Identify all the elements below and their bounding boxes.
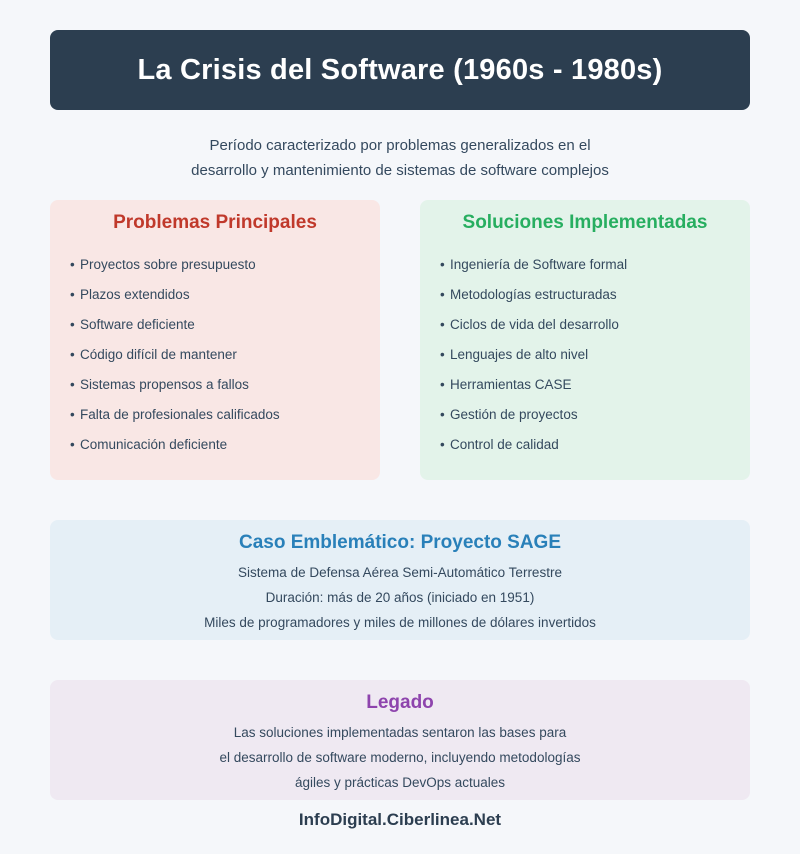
- list-item-label: Control de calidad: [450, 437, 559, 452]
- bullet-icon: •: [70, 437, 75, 452]
- list-item: [70, 344, 280, 374]
- list-item-label: Herramientas CASE: [450, 377, 572, 392]
- solutions-card: [420, 200, 750, 480]
- bullet-icon: •: [70, 317, 75, 332]
- legacy-line: Las soluciones implementadas sentaron las bases para: [233, 725, 567, 740]
- list-item: [440, 404, 627, 434]
- case-study-line: Duración: más de 20 años (iniciado en 1951): [265, 590, 535, 605]
- list-item: [440, 434, 627, 464]
- list-item-label: Plazos extendidos: [80, 287, 190, 302]
- case-study-card: [50, 520, 750, 640]
- problems-card: [50, 200, 380, 480]
- bullet-icon: •: [70, 377, 75, 392]
- case-study-body: [50, 560, 750, 635]
- intro-line: Período caracterizado por problemas generalizados en el: [209, 137, 591, 154]
- case-study-line: Miles de programadores y miles de millones de dólares invertidos: [204, 615, 596, 630]
- list-item-label: Ciclos de vida del desarrollo: [450, 317, 619, 332]
- list-item-label: Sistemas propensos a fallos: [80, 377, 249, 392]
- list-item-label: Comunicación deficiente: [80, 437, 228, 452]
- list-item-label: Gestión de proyectos: [450, 407, 578, 422]
- solutions-list: [440, 254, 627, 464]
- list-item: [440, 344, 627, 374]
- bullet-icon: •: [70, 407, 75, 422]
- intro-line: desarrollo y mantenimiento de sistemas de software complejos: [191, 162, 609, 179]
- list-item: [440, 374, 627, 404]
- list-item: [70, 254, 280, 284]
- case-study-line: Sistema de Defensa Aérea Semi-Automático Terrestre: [238, 565, 562, 580]
- footer-credit: InfoDigital.Ciberlinea.Net: [298, 810, 502, 829]
- bullet-icon: •: [440, 317, 445, 332]
- bullet-icon: •: [70, 257, 75, 272]
- bullet-icon: •: [70, 287, 75, 302]
- list-item: [70, 284, 280, 314]
- list-item-label: Lenguajes de alto nivel: [450, 347, 589, 362]
- list-item: [70, 434, 280, 464]
- list-item-label: Proyectos sobre presupuesto: [80, 257, 256, 272]
- bullet-icon: •: [440, 347, 445, 362]
- bullet-icon: •: [70, 347, 75, 362]
- bullet-icon: •: [440, 257, 445, 272]
- list-item: [440, 314, 627, 344]
- legacy-line: ágiles y prácticas DevOps actuales: [294, 775, 506, 790]
- case-study-title: Caso Emblemático: Proyecto SAGE: [238, 532, 562, 553]
- list-item: [70, 374, 280, 404]
- bullet-icon: •: [440, 437, 445, 452]
- list-item: [70, 314, 280, 344]
- legacy-title: Legado: [366, 692, 434, 713]
- intro-text: [50, 133, 750, 183]
- list-item-label: Falta de profesionales calificados: [80, 407, 280, 422]
- title-banner: [50, 30, 750, 110]
- page-title: La Crisis del Software (1960s - 1980s): [137, 53, 663, 86]
- list-item: [440, 284, 627, 314]
- list-item-label: Código difícil de mantener: [80, 347, 237, 362]
- solutions-title: Soluciones Implementadas: [462, 212, 708, 233]
- problems-list: [70, 254, 280, 464]
- legacy-line: el desarrollo de software moderno, incluyendo metodologías: [219, 750, 581, 765]
- problems-title: Problemas Principales: [113, 212, 317, 233]
- list-item-label: Metodologías estructuradas: [450, 287, 617, 302]
- bullet-icon: •: [440, 377, 445, 392]
- list-item: [70, 404, 280, 434]
- list-item-label: Software deficiente: [80, 317, 195, 332]
- bullet-icon: •: [440, 407, 445, 422]
- legacy-card: [50, 680, 750, 800]
- bullet-icon: •: [440, 287, 445, 302]
- legacy-body: [50, 720, 750, 795]
- list-item-label: Ingeniería de Software formal: [450, 257, 628, 272]
- list-item: [440, 254, 627, 284]
